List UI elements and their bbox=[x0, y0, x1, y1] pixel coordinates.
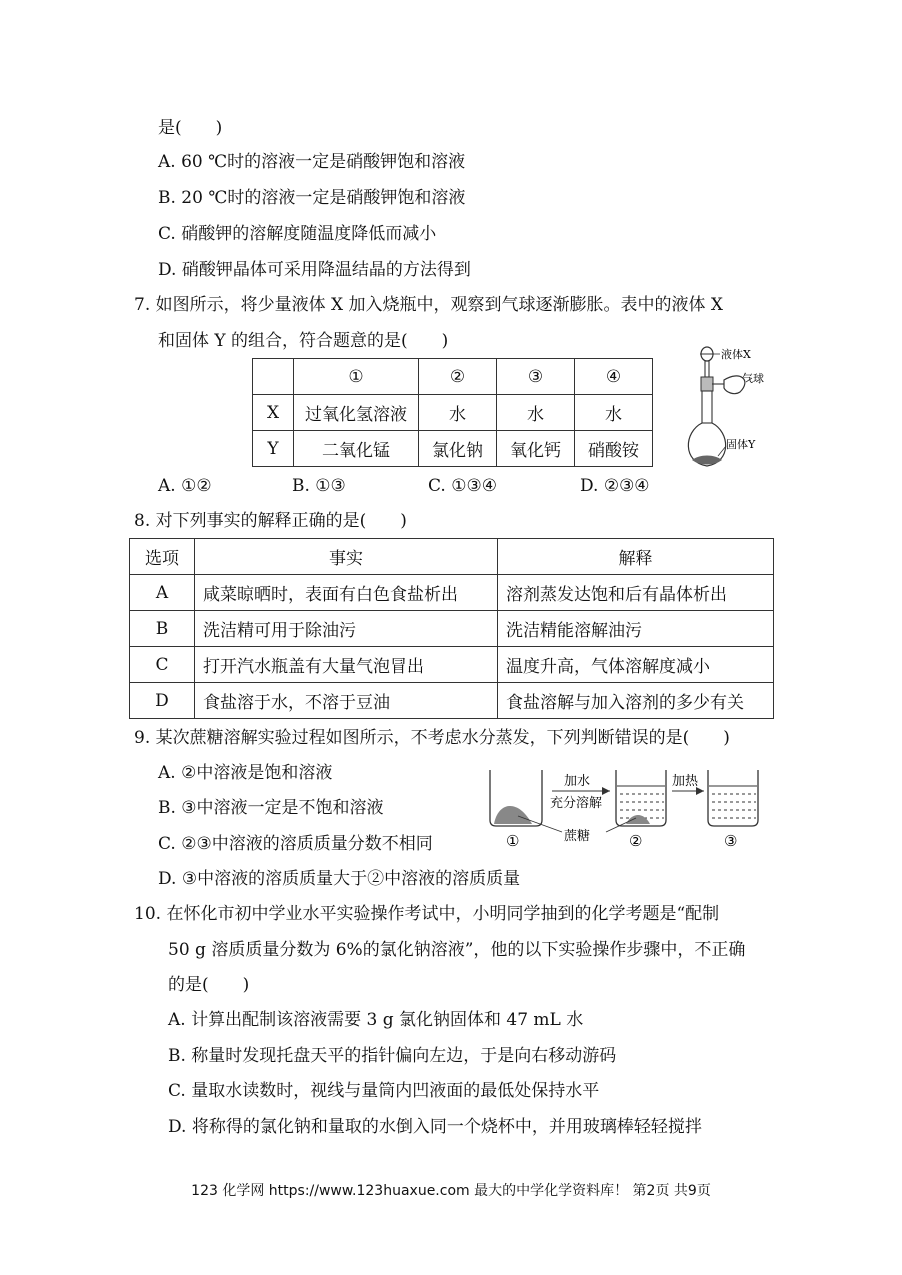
q8-table-cell: 温度升高，气体溶解度减小 bbox=[498, 647, 774, 683]
q6-option-a: A. 60 ℃时的溶液一定是硝酸钾饱和溶液 bbox=[158, 152, 466, 172]
q8-table-cell: D bbox=[130, 683, 195, 719]
q8-table-cell: A bbox=[130, 575, 195, 611]
q9-option-b: B. ③中溶液一定是不饱和溶液 bbox=[158, 798, 384, 818]
q8-table-header: 选项 bbox=[130, 539, 195, 575]
arrow-dissolve-label: 充分溶解 bbox=[550, 796, 603, 811]
q7-table-header: ① bbox=[294, 359, 419, 395]
q6-option-b: B. 20 ℃时的溶液一定是硝酸钾饱和溶液 bbox=[158, 188, 466, 208]
q8-table-header: 解释 bbox=[498, 539, 774, 575]
q7-table-header: ② bbox=[419, 359, 497, 395]
flask-balloon-figure bbox=[680, 340, 790, 475]
q7-table-cell: 硝酸铵 bbox=[575, 431, 653, 467]
q7-table-cell: 氯化钠 bbox=[419, 431, 497, 467]
q10-option-d: D. 将称得的氯化钠和量取的水倒入同一个烧杯中，并用玻璃棒轻轻搅拌 bbox=[168, 1117, 702, 1137]
q7-option-c: C. ①③④ bbox=[428, 476, 497, 496]
q8-table-cell: 打开汽水瓶盖有大量气泡冒出 bbox=[195, 647, 498, 683]
q8-table-cell: 洗洁精可用于除油污 bbox=[195, 611, 498, 647]
q9-option-c: C. ②③中溶液的溶质质量分数不相同 bbox=[158, 834, 433, 854]
balloon-label: 气球 bbox=[742, 372, 764, 385]
q6-option-c: C. 硝酸钾的溶解度随温度降低而减小 bbox=[158, 224, 437, 244]
q7-table-header: ③ bbox=[497, 359, 575, 395]
q9-option-a: A. ②中溶液是饱和溶液 bbox=[158, 763, 333, 783]
q7-table-cell: X bbox=[253, 395, 294, 431]
q7-table-header: ④ bbox=[575, 359, 653, 395]
page-footer: 123 化学网 https://www.123huaxue.com 最大的中学化学资料库！ 第2页 共9页 bbox=[191, 1183, 711, 1199]
arrow-add-water-label: 加水 bbox=[564, 774, 591, 789]
q7-table-cell: 过氧化氢溶液 bbox=[294, 395, 419, 431]
q8-stem: 8. 对下列事实的解释正确的是( ) bbox=[134, 511, 407, 531]
q9-option-d: D. ③中溶液的溶质质量大于②中溶液的溶质质量 bbox=[158, 869, 521, 889]
q10-stem-line2: 50 g 溶质质量分数为 6%的氯化钠溶液”，他的以下实验操作步骤中，不正确 bbox=[168, 940, 746, 960]
q10-option-c: C. 量取水读数时，视线与量筒内凹液面的最低处保持水平 bbox=[168, 1081, 600, 1101]
q9-stem: 9. 某次蔗糖溶解实验过程如图所示，不考虑水分蒸发，下列判断错误的是( ) bbox=[134, 728, 730, 748]
arrow-heat-label: 加热 bbox=[672, 774, 699, 789]
q8-table-cell: C bbox=[130, 647, 195, 683]
q7-table bbox=[252, 358, 653, 467]
q10-option-b: B. 称量时发现托盘天平的指针偏向左边，于是向右移动游码 bbox=[168, 1046, 617, 1066]
q8-table bbox=[129, 538, 774, 719]
q6-tail: 是( ) bbox=[158, 118, 223, 138]
q7-table-cell: Y bbox=[253, 431, 294, 467]
q7-stem-line1: 7. 如图所示，将少量液体 X 加入烧瓶中，观察到气球逐渐膨胀。表中的液体 X bbox=[134, 295, 724, 315]
q7-stem-line2: 和固体 Y 的组合，符合题意的是( ) bbox=[158, 331, 449, 351]
q7-option-b: B. ①③ bbox=[292, 476, 346, 496]
q10-stem-line3: 的是( ) bbox=[168, 975, 250, 995]
sugar-label: 蔗糖 bbox=[564, 829, 591, 844]
q10-stem-line1: 10. 在怀化市初中学业水平实验操作考试中，小明同学抽到的化学考题是“配制 bbox=[134, 904, 720, 924]
q10-option-a: A. 计算出配制该溶液需要 3 g 氯化钠固体和 47 mL 水 bbox=[168, 1010, 584, 1030]
q7-table-corner bbox=[253, 359, 294, 395]
q7-table-cell: 水 bbox=[497, 395, 575, 431]
liquid-x-label: 液体X bbox=[721, 348, 751, 361]
q7-table-cell: 二氧化锰 bbox=[294, 431, 419, 467]
q8-table-header: 事实 bbox=[195, 539, 498, 575]
q7-table-cell: 水 bbox=[419, 395, 497, 431]
q8-table-cell: B bbox=[130, 611, 195, 647]
q8-table-cell: 咸菜晾晒时，表面有白色食盐析出 bbox=[195, 575, 498, 611]
q8-table-cell: 洗洁精能溶解油污 bbox=[498, 611, 774, 647]
q7-table-cell: 氧化钙 bbox=[497, 431, 575, 467]
beaker-label-2: ② bbox=[629, 832, 643, 850]
beaker-label-1: ① bbox=[506, 832, 520, 850]
beaker-label-3: ③ bbox=[724, 832, 738, 850]
q7-option-d: D. ②③④ bbox=[580, 476, 650, 496]
q8-table-cell: 食盐溶于水，不溶于豆油 bbox=[195, 683, 498, 719]
solid-y-label: 固体Y bbox=[726, 438, 756, 451]
q7-option-a: A. ①② bbox=[158, 476, 212, 496]
q7-table-cell: 水 bbox=[575, 395, 653, 431]
sugar-dissolving-figure bbox=[484, 762, 774, 854]
q8-table-cell: 溶剂蒸发达饱和后有晶体析出 bbox=[498, 575, 774, 611]
q8-table-cell: 食盐溶解与加入溶剂的多少有关 bbox=[498, 683, 774, 719]
q6-option-d: D. 硝酸钾晶体可采用降温结晶的方法得到 bbox=[158, 260, 471, 280]
